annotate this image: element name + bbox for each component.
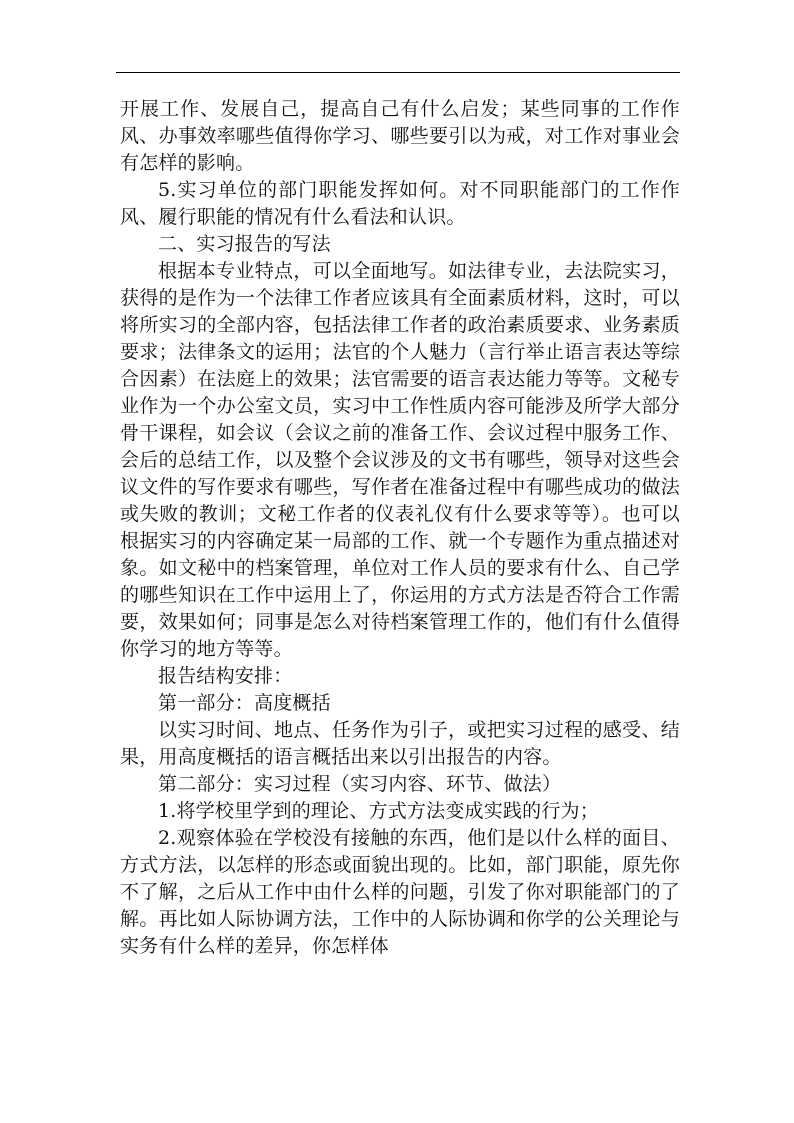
paragraph-part-two-heading: 第二部分：实习过程（实习内容、环节、做法） [158, 773, 562, 795]
paragraph-item-2: 2.观察体验在学校没有接触的东西，他们是以什么样的面目、方式方法，以怎样的形态或面貌出现的。比如，部门职能，原先你不了解，之后从工作中由什么样的问题，引发了你对职能部门的了解。再比如人际协调方法，工作中的人际协调和你学的公关理论与实务有什么样的差异，你怎样体 [120, 827, 680, 957]
document-body [120, 96, 680, 960]
paragraph-part-one-heading: 第一部分：高度概括 [158, 692, 331, 714]
header-rule [116, 72, 680, 73]
paragraph-item-5: 5.实习单位的部门职能发挥如何。对不同职能部门的工作作风、履行职能的情况有什么看法和认识。 [120, 179, 680, 228]
paragraph-item-1: 1.将学校里学到的理论、方式方法变成实践的行为； [158, 800, 599, 822]
paragraph-writing-method: 根据本专业特点，可以全面地写。如法律专业，去法院实习，获得的是作为一个法律工作者应该具有全面素质材料，这时，可以将所实习的全部内容，包括法律工作者的政治素质要求、业务素质要求；法律条文的运用；法官的个人魅力（言行举止语言表达等综合因素）在法庭上的效果；法官需要的语言表达能力等等。文秘专业作为一个办公室文员，实习中工作性质内容可能涉及所学大部分骨干课程，如会议（会议之前的准备工作、会议过程中服务工作、会后的总结工作，以及整个会议涉及的文书有哪些，领导对这些会议文件的写作要求有哪些，写作者在准备过程中有哪些成功的做法或失败的教训；文秘工作者的仪表礼仪有什么要求等等）。也可以根据实习的内容确定某一局部的工作、就一个专题作为重点描述对象。如文秘中的档案管理，单位对工作人员的要求有什么、自己学的哪些知识在工作中运用上了，你运用的方式方法是否符合工作需要，效果如何；同事是怎么对待档案管理工作的，他们有什么值得你学习的地方等等。 [120, 260, 680, 660]
paragraph-continuation: 开展工作、发展自己，提高自己有什么启发；某些同事的工作作风、办事效率哪些值得你学习、哪些要引以为戒，对工作对事业会有怎样的影响。 [120, 98, 680, 174]
section-heading: 二、实习报告的写法 [158, 233, 331, 255]
paragraph-part-one-body: 以实习时间、地点、任务作为引子，或把实习过程的感受、结果，用高度概括的语言概括出来以引出报告的内容。 [120, 719, 680, 768]
paragraph-structure-label: 报告结构安排： [158, 665, 293, 687]
